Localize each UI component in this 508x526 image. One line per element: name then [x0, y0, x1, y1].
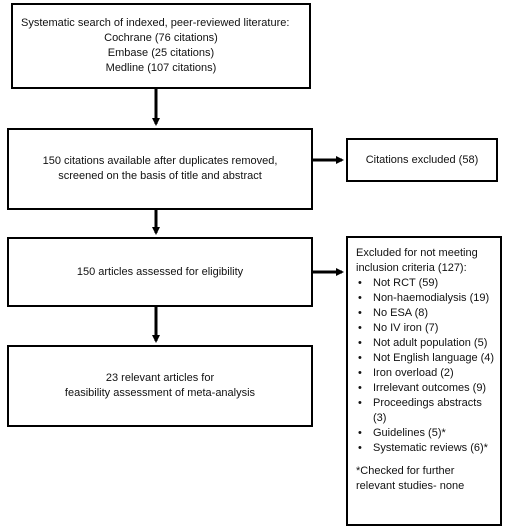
included-line-2: feasibility assessment of meta-analysis: [64, 387, 256, 399]
exclusion-item: • Guidelines (5)*: [356, 426, 496, 441]
search-heading: Systematic search of indexed, peer-reviewed literature:: [21, 17, 290, 29]
exclusion-item: • Not English language (4): [356, 351, 496, 366]
exclusion-item: • No ESA (8): [356, 306, 496, 321]
exclusion-criteria-heading: Excluded for not meeting inclusion criteria (127):: [356, 247, 478, 274]
exclusion-list: [356, 276, 496, 456]
eligibility-text: 150 articles assessed for eligibility: [76, 265, 244, 278]
screening-line-1: 150 citations available after duplicates removed,: [42, 155, 278, 167]
exclusion-item: • Irrelevant outcomes (9): [356, 381, 496, 396]
search-medline: Medline (107 citations): [105, 62, 217, 74]
excluded-citations-box: [346, 138, 498, 182]
exclusion-item: • Non-haemodialysis (19): [356, 291, 496, 306]
screening-box: [7, 128, 313, 210]
exclusion-item: • No IV iron (7): [356, 321, 496, 336]
exclusion-item: • Proceedings abstracts (3): [356, 396, 496, 426]
excluded-citations-text: Citations excluded (58): [365, 153, 479, 166]
exclusion-criteria-box: [346, 236, 502, 526]
search-box: [11, 3, 311, 89]
search-embase: Embase (25 citations): [107, 47, 215, 59]
search-cochrane: Cochrane (76 citations): [104, 32, 218, 44]
included-box: [7, 345, 313, 427]
exclusion-item: • Systematic reviews (6)*: [356, 441, 496, 456]
eligibility-box: [7, 237, 313, 307]
exclusion-item: • Not RCT (59): [356, 276, 496, 291]
exclusion-item: • Not adult population (5): [356, 336, 496, 351]
screening-line-2: screened on the basis of title and abstract: [58, 170, 262, 182]
included-line-1: 23 relevant articles for: [105, 372, 215, 384]
exclusion-footnote: *Checked for further relevant studies- none: [356, 465, 465, 492]
exclusion-item: • Iron overload (2): [356, 366, 496, 381]
